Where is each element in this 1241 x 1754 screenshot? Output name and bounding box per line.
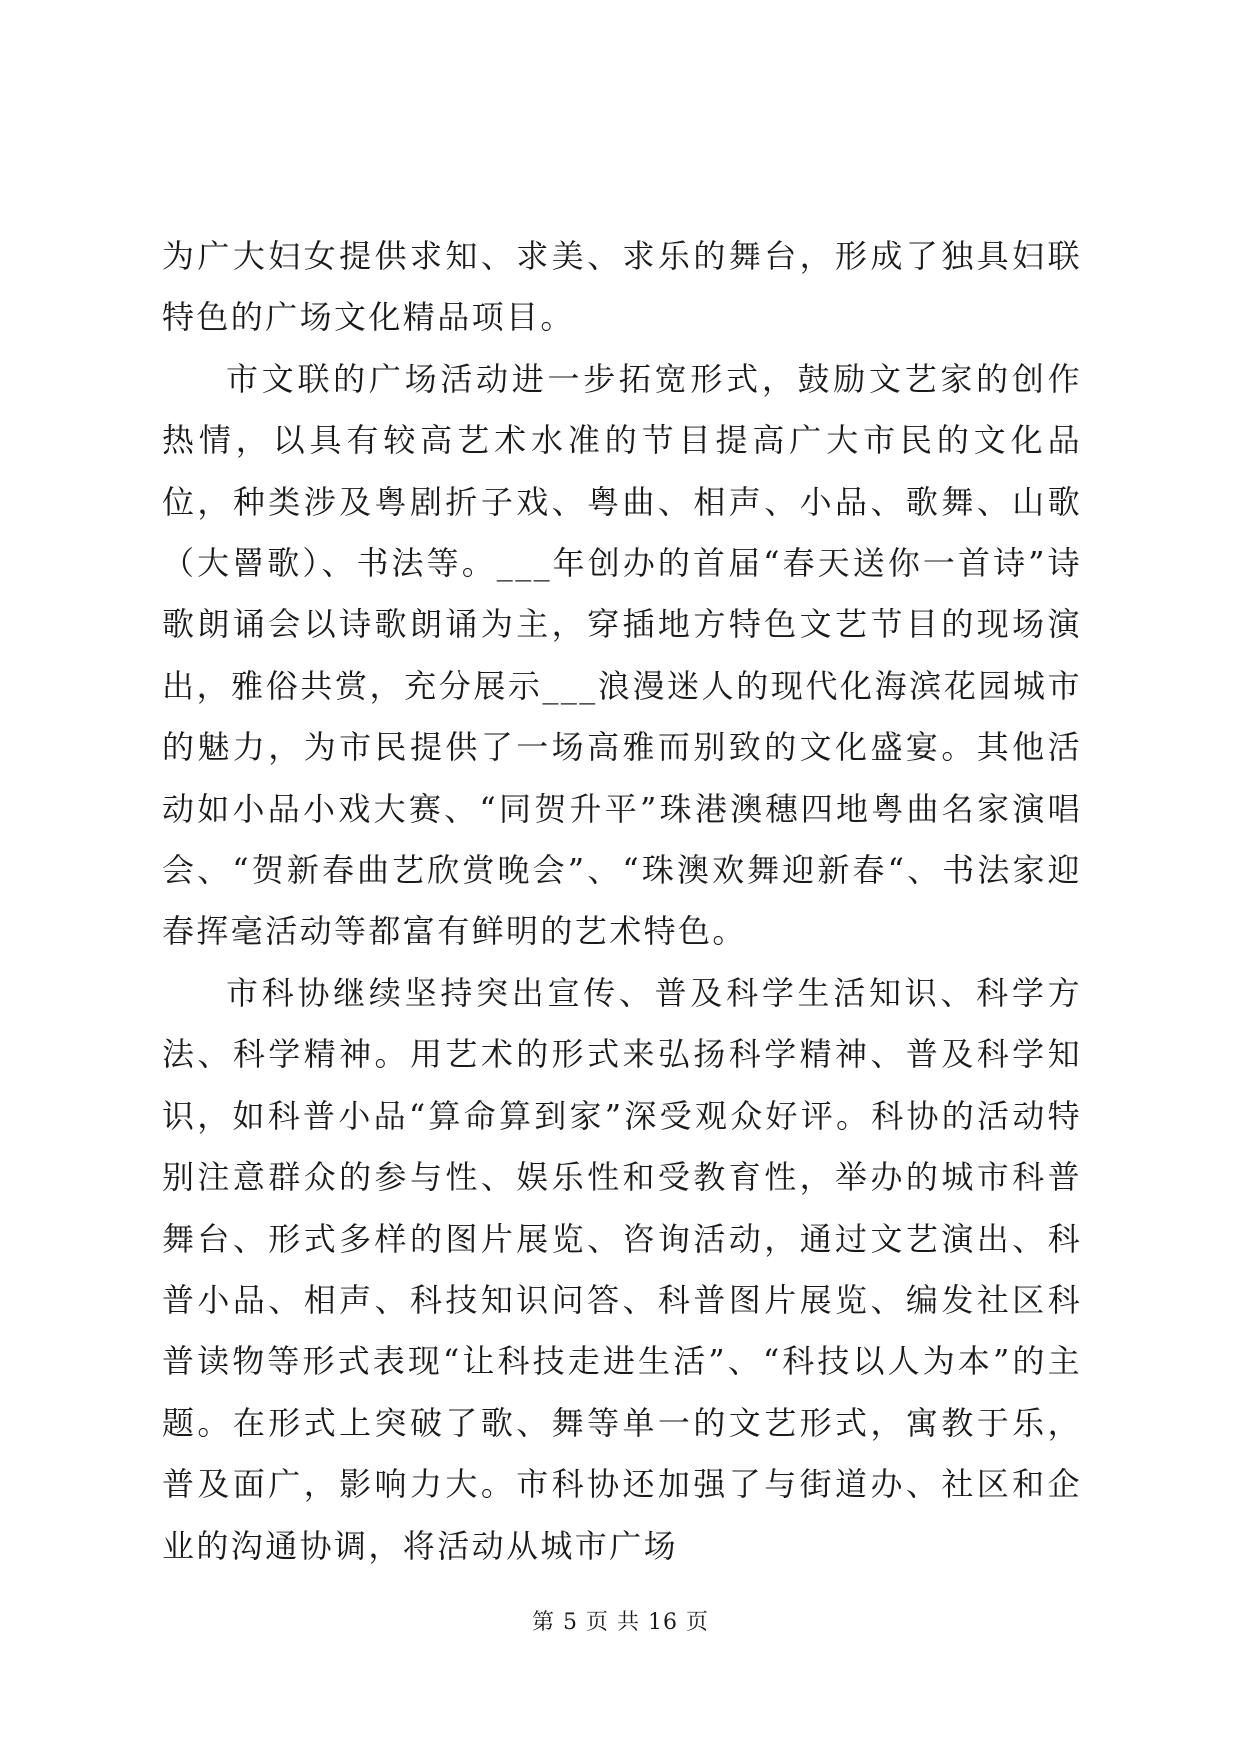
document-body [162, 226, 1082, 1577]
page-number-footer: 第 5 页 共 16 页 [532, 1610, 709, 1635]
paragraph-1: 为广大妇女提供求知、求美、求乐的舞台，形成了独具妇联特色的广场文化精品项目。 [162, 237, 1082, 337]
paragraph-2: 市文联的广场活动进一步拓宽形式，鼓励文艺家的创作热情，以具有较高艺术水准的节目提高广大市民的文化品位，种类涉及粤剧折子戏、粤曲、相声、小品、歌舞、山歌（大罾歌）、书法等。___年创办的首届“春天送你一首诗”诗歌朗诵会以诗歌朗诵为主，穿插地方特色文艺节目的现场演出，雅俗共赏，充分展示___浪漫迷人的现代化海滨花园城市的魅力，为市民提供了一场高雅而别致的文化盛宴。其他活动如小品小戏大赛、“同贺升平”珠港澳穗四地粤曲名家演唱会、“贺新春曲艺欣赏晚会”、“珠澳欢舞迎新春“、书法家迎春挥毫活动等都富有鲜明的艺术特色。 [162, 359, 1082, 951]
paragraph-3: 市科协继续坚持突出宣传、普及科学生活知识、科学方法、科学精神。用艺术的形式来弘扬科学精神、普及科学知识，如科普小品“算命算到家”深受观众好评。科协的活动特别注意群众的参与性、娱乐性和受教育性，举办的城市科普舞台、形式多样的图片展览、咨询活动，通过文艺演出、科普小品、相声、科技知识问答、科普图片展览、编发社区科普读物等形式表现“让科技走进生活”、“科技以人为本”的主题。在形式上突破了歌、舞等单一的文艺形式，寓教于乐，普及面广，影响力大。市科协还加强了与街道办、社区和企业的沟通协调，将活动从城市广场 [162, 973, 1082, 1565]
